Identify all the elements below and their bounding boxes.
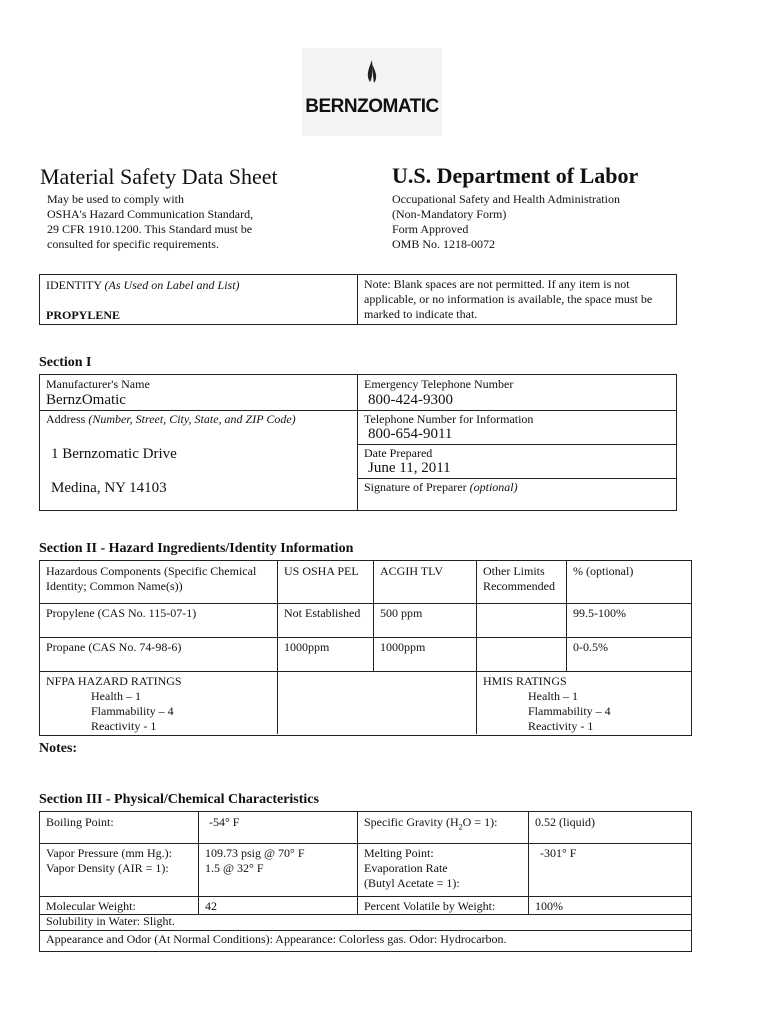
section-2-title: Section II - Hazard Ingredients/Identity Information [39, 541, 354, 556]
col-header-osha: US OSHA PEL [284, 564, 359, 578]
vapor-pressure-label: Vapor Pressure (mm Hg.): [46, 846, 172, 860]
manufacturer-name: BernzOmatic [46, 392, 126, 408]
melting-point-label: Melting Point: [364, 846, 434, 860]
divider [39, 671, 691, 672]
text-line: Identity; Common Name(s)) [46, 579, 183, 593]
signature-label: Signature of Preparer (optional) [364, 480, 518, 494]
specific-gravity-value: 0.52 (liquid) [535, 815, 595, 829]
vapor-density-label: Vapor Density (AIR = 1): [46, 861, 169, 875]
text-line: consulted for specific requirements. [47, 237, 219, 251]
divider [357, 444, 676, 445]
table-cell: 500 ppm [380, 606, 423, 620]
col-header-percent: % (optional) [573, 564, 634, 578]
divider [357, 274, 358, 324]
appearance-odor: Appearance and Odor (At Normal Conditions): Appearance: Colorless gas. Odor: Hydrocarbon. [46, 932, 507, 946]
text-line: Occupational Safety and Health Administration [392, 192, 620, 206]
text-line: applicable, or no information is available, the space must be [364, 292, 653, 306]
table-cell: Propylene (CAS No. 115-07-1) [46, 606, 197, 620]
header-right-text [392, 192, 620, 252]
divider [39, 930, 691, 931]
vapor-pressure-value: 109.73 psig @ 70° F [205, 846, 305, 860]
vapor-density-value: 1.5 @ 32° F [205, 861, 264, 875]
evaporation-label: (Butyl Acetate = 1): [364, 876, 460, 890]
divider [357, 811, 358, 915]
percent-volatile-label: Percent Volatile by Weight: [364, 899, 496, 913]
divider [39, 410, 676, 411]
text-line: Health – 1 [91, 689, 141, 703]
address-line-1: 1 Bernzomatic Drive [51, 446, 177, 462]
divider [373, 560, 374, 671]
address-line-2: Medina, NY 14103 [51, 480, 167, 496]
col-header-acgih: ACGIH TLV [380, 564, 444, 578]
boiling-point-value: -54° F [209, 815, 240, 829]
svg-text:BERNZOMATIC: BERNZOMATIC [305, 96, 439, 117]
text-line: Reactivity - 1 [528, 719, 594, 733]
divider [528, 811, 529, 915]
text-line: OSHA's Hazard Communication Standard, [47, 207, 254, 221]
info-phone: 800-654-9011 [368, 426, 453, 442]
text-line: marked to indicate that. [364, 307, 478, 321]
text-line: Flammability – 4 [528, 704, 611, 718]
divider [277, 560, 278, 734]
text-line: 29 CFR 1910.1200. This Standard must be [47, 222, 253, 236]
section-1-title: Section I [39, 355, 92, 370]
divider [198, 811, 199, 915]
specific-gravity-label: Specific Gravity $(H_2O = 1)$: [364, 815, 498, 832]
col-header-components [46, 564, 256, 594]
table-cell: Not Established [284, 606, 361, 620]
text-line: Hazardous Components (Specific Chemical [46, 564, 257, 578]
identity-label: IDENTITY (As Used on Label and List) [46, 278, 240, 292]
molecular-weight-value: 42 [205, 899, 217, 913]
identity-value: PROPYLENE [46, 308, 121, 322]
emergency-phone-label: Emergency Telephone Number [364, 377, 514, 391]
text-line: Reactivity - 1 [91, 719, 157, 733]
department-title: U.S. Department of Labor [392, 163, 639, 188]
text-line: Recommended [483, 579, 555, 593]
divider [357, 478, 676, 479]
text-line: Health – 1 [528, 689, 578, 703]
info-phone-label: Telephone Number for Information [364, 412, 534, 426]
table-cell: 0-0.5% [573, 640, 608, 654]
nfpa-ratings [46, 674, 182, 734]
bernzomatic-logo [302, 48, 442, 136]
hmis-title: HMIS RATINGS [483, 674, 567, 688]
divider [566, 560, 567, 671]
text-line: Other Limits [483, 564, 545, 578]
manufacturer-label: Manufacturer's Name [46, 377, 150, 391]
divider [39, 843, 691, 844]
evaporation-label: Evaporation Rate [364, 861, 448, 875]
divider [476, 560, 477, 734]
divider [357, 374, 358, 510]
table-cell: 99.5-100% [573, 606, 626, 620]
divider [39, 603, 691, 604]
divider [39, 896, 691, 897]
nfpa-title: NFPA HAZARD RATINGS [46, 674, 182, 688]
date-prepared-label: Date Prepared [364, 446, 433, 460]
boiling-point-label: Boiling Point: [46, 815, 114, 829]
percent-volatile-value: 100% [535, 899, 563, 913]
divider [39, 637, 691, 638]
text-line: Flammability – 4 [91, 704, 174, 718]
melting-evap-labels [364, 846, 460, 891]
section-3-title: Section III - Physical/Chemical Characteristics [39, 792, 319, 807]
melting-point-value: -301° F [540, 846, 577, 860]
document-title: Material Safety Data Sheet [40, 164, 278, 189]
text-line: Form Approved [392, 222, 469, 236]
hmis-ratings [483, 674, 611, 734]
molecular-weight-label: Molecular Weight: [46, 899, 136, 913]
vapor-labels [46, 846, 172, 876]
notes-label: Notes: [39, 741, 78, 756]
table-cell: Propane (CAS No. 74-98-6) [46, 640, 182, 654]
vapor-values [205, 846, 305, 876]
identity-note [364, 277, 652, 322]
emergency-phone: 800-424-9300 [368, 392, 453, 408]
solubility: Solubility in Water: Slight. [46, 914, 175, 928]
header-left-text [47, 192, 253, 252]
date-prepared: June 11, 2011 [368, 460, 451, 476]
text-line: May be used to comply with [47, 192, 184, 206]
text-line: (Non-Mandatory Form) [392, 207, 507, 221]
col-header-other [483, 564, 555, 594]
table-cell: 1000ppm [284, 640, 330, 654]
text-line: OMB No. 1218-0072 [392, 237, 496, 251]
text-line: Note: Blank spaces are not permitted. If any item is not [364, 277, 630, 291]
address-label: Address (Number, Street, City, State, and ZIP Code) [46, 412, 296, 426]
table-cell: 1000ppm [380, 640, 426, 654]
